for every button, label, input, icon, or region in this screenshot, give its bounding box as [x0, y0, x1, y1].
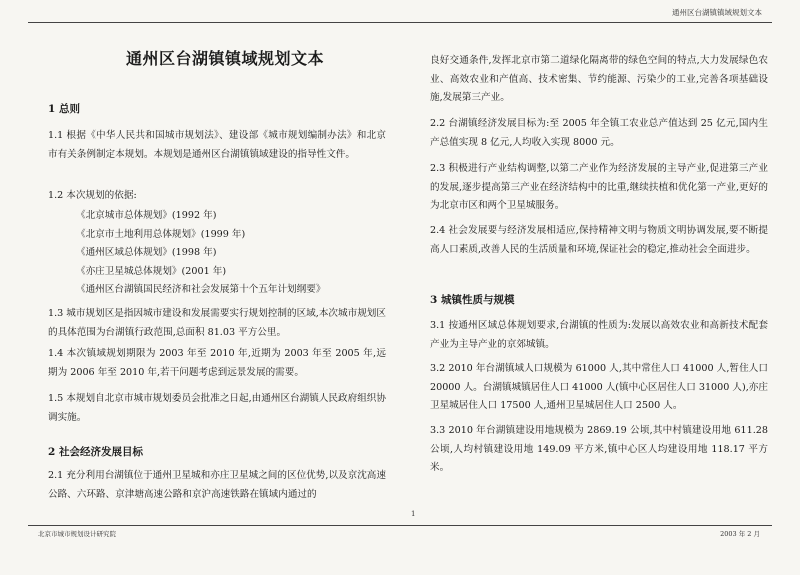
paragraph-2-1: 2.1 充分利用台湖镇位于通州卫星城和亦庄卫星城之间的区位优势,以及京沈高速公路、六环路、京津塘高速公路和京沪高速铁路在镇域内通过的	[48, 470, 386, 500]
footer-organization: 北京市城市规划设计研究院	[38, 530, 116, 538]
document-title: 通州区台湖镇镇域规划文本	[126, 49, 325, 68]
footer-rule	[28, 525, 772, 526]
paragraph-3-1: 3.1 按通州区域总体规划要求,台湖镇的性质为:发展以高效农业和高新技术配套产业为主导产业的京郊城镇。	[430, 320, 768, 350]
paragraph-2-4: 2.4 社会发展要与经济发展相适应,保持精神文明与物质文明协调发展,要不断提高人口素质,改善人民的生活质量和环境,保证社会的稳定,推动社会全面进步。	[430, 225, 768, 255]
paragraph-2-3: 2.3 积极进行产业结构调整,以第二产业作为经济发展的主导产业,促进第三产业的发展,逐步提高第三产业在经济结构中的比重,继续扶植和优化第一产业,更好的为北京市区和两个卫星城服务。	[430, 163, 768, 211]
section-1-heading: 1 总则	[48, 103, 80, 115]
paragraph-1-3: 1.3 城市规划区是指因城市建设和发展需要实行规划控制的区域,本次城市规划区的具体范围为台湖镇行政范围,总面积 81.03 平方公里。	[48, 308, 386, 338]
basis-item: 《通州区域总体规划》(1998 年)	[76, 247, 217, 258]
paragraph-1-5: 1.5 本规划自北京市城市规划委员会批准之日起,由通州区台湖镇人民政府组织协调实施。	[48, 393, 386, 423]
header-rule	[28, 22, 772, 23]
paragraph-3-3: 3.3 2010 年台湖镇建设用地规模为 2869.19 公顷,其中村镇建设用地 611.28 公顷,人均村镇建设用地 149.09 平方米,镇中心区人均建设用地 118.17 平方米。	[430, 425, 768, 473]
paragraph-1-2: 1.2 本次规划的依据:	[48, 190, 137, 201]
paragraph-1-1: 1.1 根据《中华人民共和国城市规划法》、建设部《城市规划编制办法》和北京市有关条例制定本规划。本规划是通州区台湖镇镇域建设的指导性文件。	[48, 130, 386, 160]
basis-item: 《北京市土地利用总体规划》(1999 年)	[76, 229, 246, 240]
paragraph-2-1-continued: 良好交通条件,发挥北京市第二道绿化隔离带的绿色空间的特点,大力发展绿色农业、高效农业和产值高、技术密集、节约能源、污染少的工业,完善各项基础设施,发展第三产业。	[430, 55, 768, 103]
paragraph-3-2: 3.2 2010 年台湖镇域人口规模为 61000 人,其中常住人口 41000 人,暂住人口 20000 人。台湖镇城镇居住人口 41000 人(镇中心区居住人口 31000 人),亦庄卫星城居住人口 17500 人,通州卫星城居住人口 2500 人。	[430, 363, 768, 411]
basis-item: 《通州区台湖镇国民经济和社会发展第十个五年计划纲要》	[76, 284, 326, 295]
running-header: 通州区台湖镇镇域规划文本	[672, 8, 762, 17]
section-2-heading: 2 社会经济发展目标	[48, 446, 143, 458]
section-3-heading: 3 城镇性质与规模	[430, 294, 515, 306]
paragraph-1-4: 1.4 本次镇域规划期限为 2003 年至 2010 年,近期为 2003 年至 2005 年,远期为 2006 年至 2010 年,若干问题考虑到远景发展的需要。	[48, 348, 386, 378]
page-number: 1	[411, 510, 416, 518]
paragraph-2-2: 2.2 台湖镇经济发展目标为:至 2005 年全镇工农业总产值达到 25 亿元,国内生产总值实现 8 亿元,人均收入实现 8000 元。	[430, 118, 768, 148]
footer-date: 2003 年 2 月	[720, 530, 760, 538]
basis-item: 《亦庄卫星城总体规划》(2001 年)	[76, 266, 227, 277]
basis-item: 《北京城市总体规划》(1992 年)	[76, 210, 217, 221]
